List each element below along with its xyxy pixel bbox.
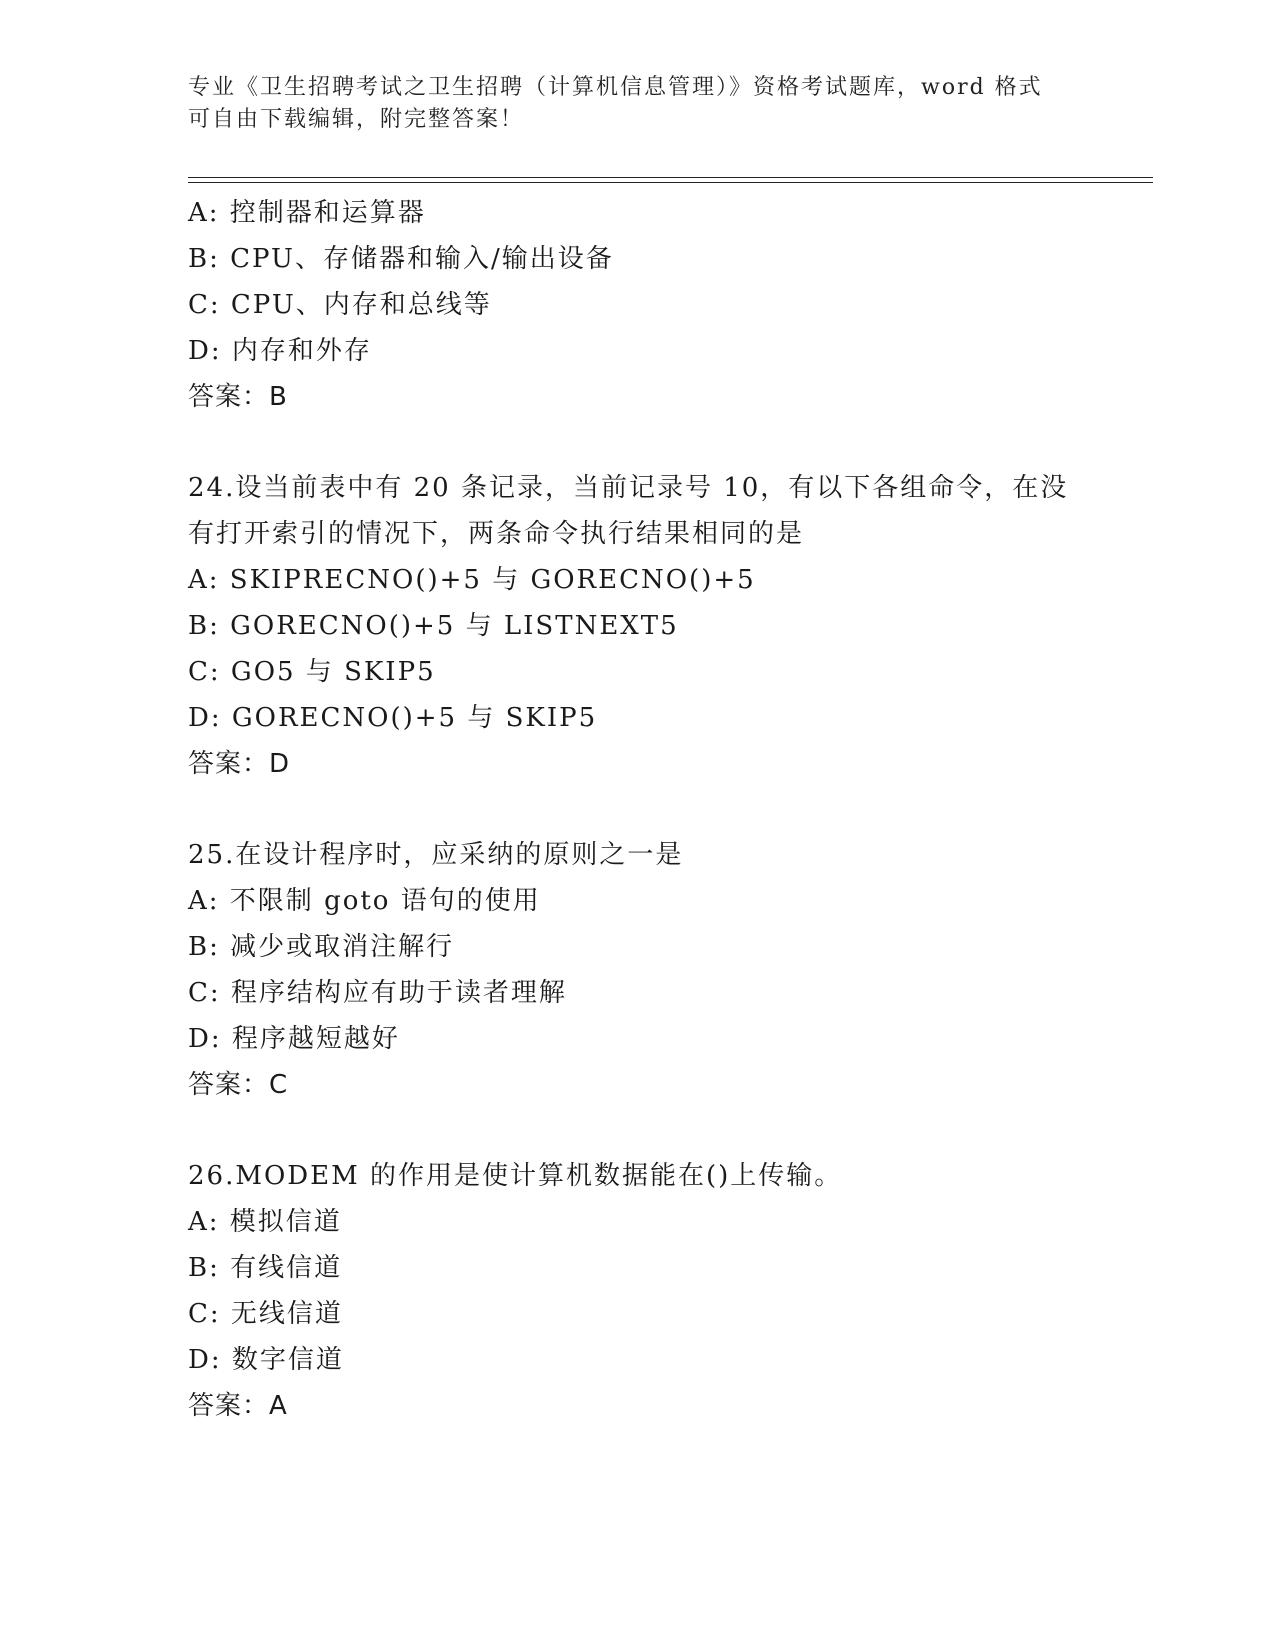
- answer: 答案：D: [188, 749, 291, 779]
- header-line-1: 专业《卫生招聘考试之卫生招聘（计算机信息管理）》资格考试题库，word 格式: [188, 75, 1043, 100]
- header-divider-top: [188, 177, 1153, 178]
- option-d: D: 内存和外存: [188, 336, 372, 366]
- answer: 答案：C: [188, 1070, 289, 1100]
- option-a: A: 控制器和运算器: [188, 198, 426, 228]
- option-d: D: 程序越短越好: [188, 1024, 400, 1054]
- question-title-line-2: 有打开索引的情况下，两条命令执行结果相同的是: [188, 519, 805, 549]
- spacer: [188, 420, 1088, 465]
- question-title: 26.MODEM 的作用是使计算机数据能在()上传输。: [188, 1161, 843, 1191]
- header-divider-bottom: [188, 182, 1153, 183]
- question-25: [188, 832, 1088, 1108]
- option-c: C: 无线信道: [188, 1299, 343, 1329]
- option-d: D: GORECNO()+5 与 SKIP5: [188, 703, 598, 733]
- question-list: [188, 190, 1088, 1429]
- spacer: [188, 1108, 1088, 1153]
- option-c: C: 程序结构应有助于读者理解: [188, 978, 567, 1008]
- option-a: A: SKIPRECNO()+5 与 GORECNO()+5: [188, 565, 756, 595]
- question-title: 25.在设计程序时，应采纳的原则之一是: [188, 840, 684, 870]
- question-26: [188, 1153, 1088, 1429]
- option-a: A: 模拟信道: [188, 1207, 342, 1237]
- option-d: D: 数字信道: [188, 1345, 344, 1375]
- header-line-2: 可自由下载编辑，附完整答案！: [188, 107, 525, 132]
- option-b: B: CPU、存储器和输入/输出设备: [188, 244, 614, 274]
- answer: 答案：A: [188, 1391, 288, 1421]
- question-23: [188, 190, 1088, 420]
- answer: 答案：B: [188, 382, 288, 412]
- question-24: [188, 465, 1088, 787]
- option-b: B: GORECNO()+5 与 LISTNEXT5: [188, 611, 679, 641]
- spacer: [188, 787, 1088, 832]
- option-c: C: CPU、内存和总线等: [188, 290, 492, 320]
- option-b: B: 有线信道: [188, 1253, 343, 1283]
- question-title-line-1: 24.设当前表中有 20 条记录，当前记录号 10，有以下各组命令，在没: [188, 473, 1069, 503]
- page-header: [188, 72, 1088, 136]
- option-c: C: GO5 与 SKIP5: [188, 657, 436, 687]
- option-a: A: 不限制 goto 语句的使用: [188, 886, 541, 916]
- option-b: B: 减少或取消注解行: [188, 932, 455, 962]
